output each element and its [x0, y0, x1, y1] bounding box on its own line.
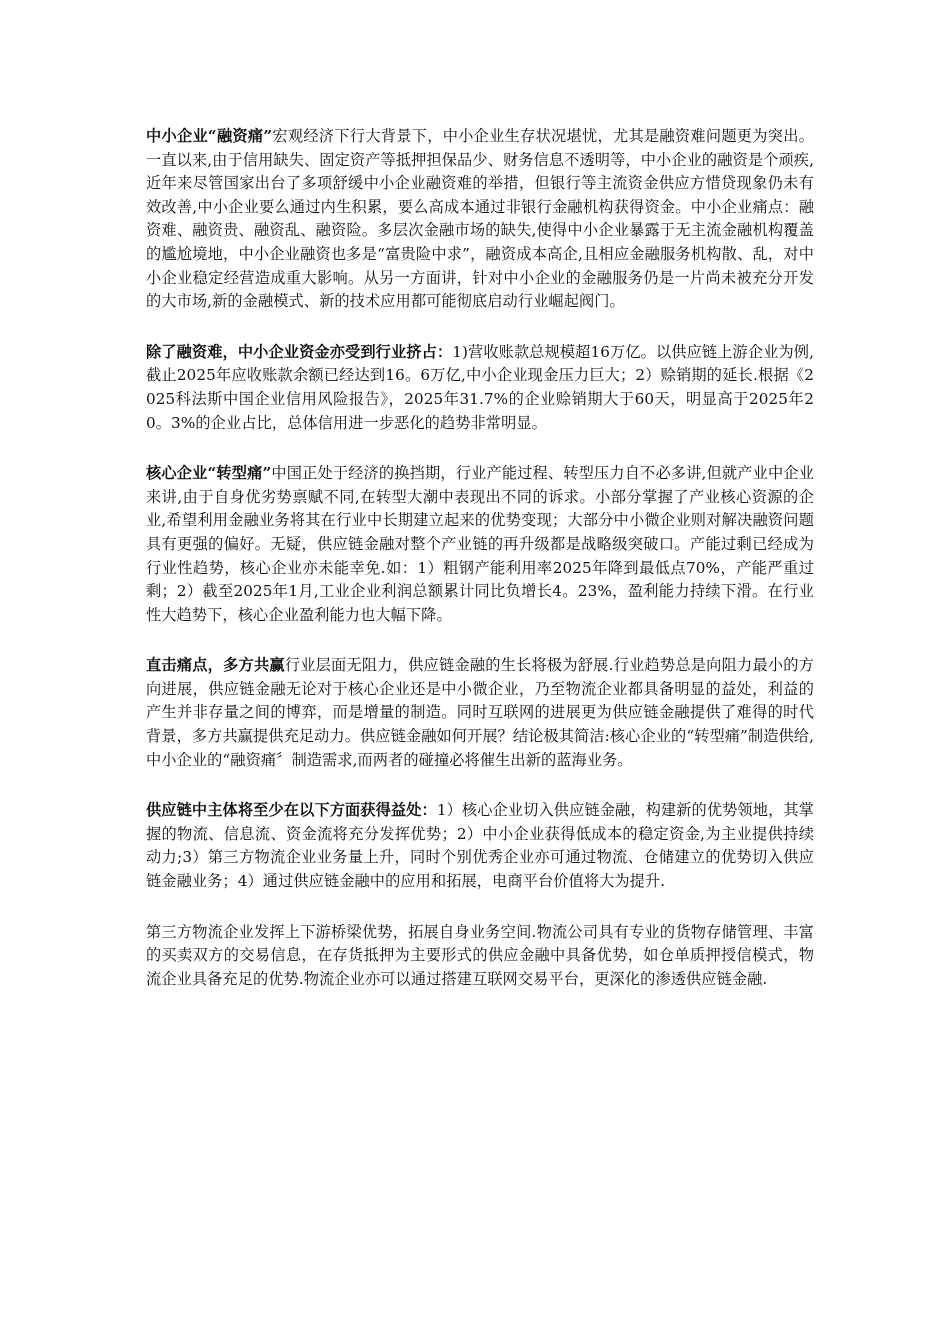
paragraph-text: 1）核心企业切入供应链金融，构建新的优势领地，其掌握的物流、信息流、资金流将充分发挥优势；2）中小企业获得低成本的稳定资金,为主业提供持续动力;3）第三方物流企业业务量上升，同时个别优秀企业亦可通过物流、仓储建立的优势切入供应链金融业务；4）通过供应链金融中的应用和拓展，电商平台价值将大为提升.	[146, 801, 814, 891]
paragraph-capital-squeeze	[146, 341, 814, 435]
document-body	[146, 125, 814, 1018]
paragraph-text: 第三方物流企业发挥上下游桥梁优势，拓展自身业务空间.物流公司具有专业的货物存储管理、丰富的买卖双方的交易信息，在存货抵押为主要形式的供应金融中具备优势，如仓单质押授信模式，物流企业具备充足的优势.物流企业亦可以通过搭建互联网交易平台，更深化的渗透供应链金融.	[146, 922, 814, 988]
paragraph-heading: 供应链中主体将至少在以下方面获得益处：	[146, 801, 437, 820]
paragraph-logistics	[146, 921, 814, 992]
paragraph-text: 中国正处于经济的换挡期，行业产能过程、转型压力自不必多讲,但就产业中企业来讲,由于自身优劣势禀赋不同,在转型大潮中表现出不同的诉求。小部分掌握了产业核心资源的企业,希望利用金融业务将其在行业中长期建立起来的优势变现；大部分中小微企业则对解决融资问题具有更强的偏好。无疑，供应链金融对整个产业链的再升级都是战略级突破口。产能过剩已经成为行业性趋势，核心企业亦未能幸免.如：1）粗钢产能利用率2025年降到最低点70%，产能严重过剩；2）截至2025年1月,工业企业利润总额累计同比负增长4。23%，盈利能力持续下滑。在行业性大趋势下，核心企业盈利能力也大幅下降。	[146, 464, 814, 624]
paragraph-text: 宏观经济下行大背景下，中小企业生存状况堪忧，尤其是融资难问题更为突出。一直以来,由于信用缺失、固定资产等抵押担保品少、财务信息不透明等，中小企业的融资是个顽疾,近年来尽管国家出台了多项舒缓中小企业融资难的举措，但银行等主流资金供应方惜贷现象仍未有效改善,中小企业要么通过内生积累，要么高成本通过非银行金融机构获得资金。中小企业痛点：融资难、融资贵、融资乱、融资险。多层次金融市场的缺失,使得中小企业暴露于无主流金融机构覆盖的尴尬境地，中小企业融资也多是“富贵险中求”，融资成本高企,且相应金融服务机构散、乱，对中小企业稳定经营造成重大影响。从另一方面讲，针对中小企业的金融服务仍是一片尚未被充分开发的大市场,新的金融模式、新的技术应用都可能彻底启动行业崛起阀门。	[146, 127, 815, 311]
paragraph-heading: 直击痛点，多方共赢	[146, 656, 285, 675]
paragraph-financing-pain	[146, 125, 814, 314]
paragraph-transformation-pain	[146, 462, 814, 627]
paragraph-win-win	[146, 654, 814, 772]
paragraph-benefits	[146, 799, 814, 893]
paragraph-text: 1)营收账款总规模超16万亿。以供应链上游企业为例,截止2025年应收账款余额已经达到16。6万亿,中小企业现金压力巨大；2）赊销期的延长.根据《2025科法斯中国企业信用风险报告》，2025年31.7%的企业赊销期大于60天，明显高于2025年20。3%的企业占比，总体信用进一步恶化的趋势非常明显。	[146, 342, 814, 432]
paragraph-heading: 中小企业“融资痛”	[146, 127, 273, 145]
paragraph-heading: 核心企业“转型痛”	[146, 464, 272, 483]
paragraph-heading: 除了融资难，中小企业资金亦受到行业挤占：	[146, 342, 453, 361]
paragraph-text: 行业层面无阻力，供应链金融的生长将极为舒展.行业趋势总是向阻力最小的方向进展，供应链金融无论对于核心企业还是中小微企业，乃至物流企业都具备明显的益处，利益的产生并非存量之间的博弈，而是增量的制造。同时互联网的进展更为供应链金融提供了难得的时代背景，多方共赢提供充足动力。供应链金融如何开展？结论极其简洁:核心企业的“转型痛”制造供给,中小企业的“融资痛〞制造需求,而两者的碰撞必将催生出新的蓝海业务。	[146, 656, 814, 769]
